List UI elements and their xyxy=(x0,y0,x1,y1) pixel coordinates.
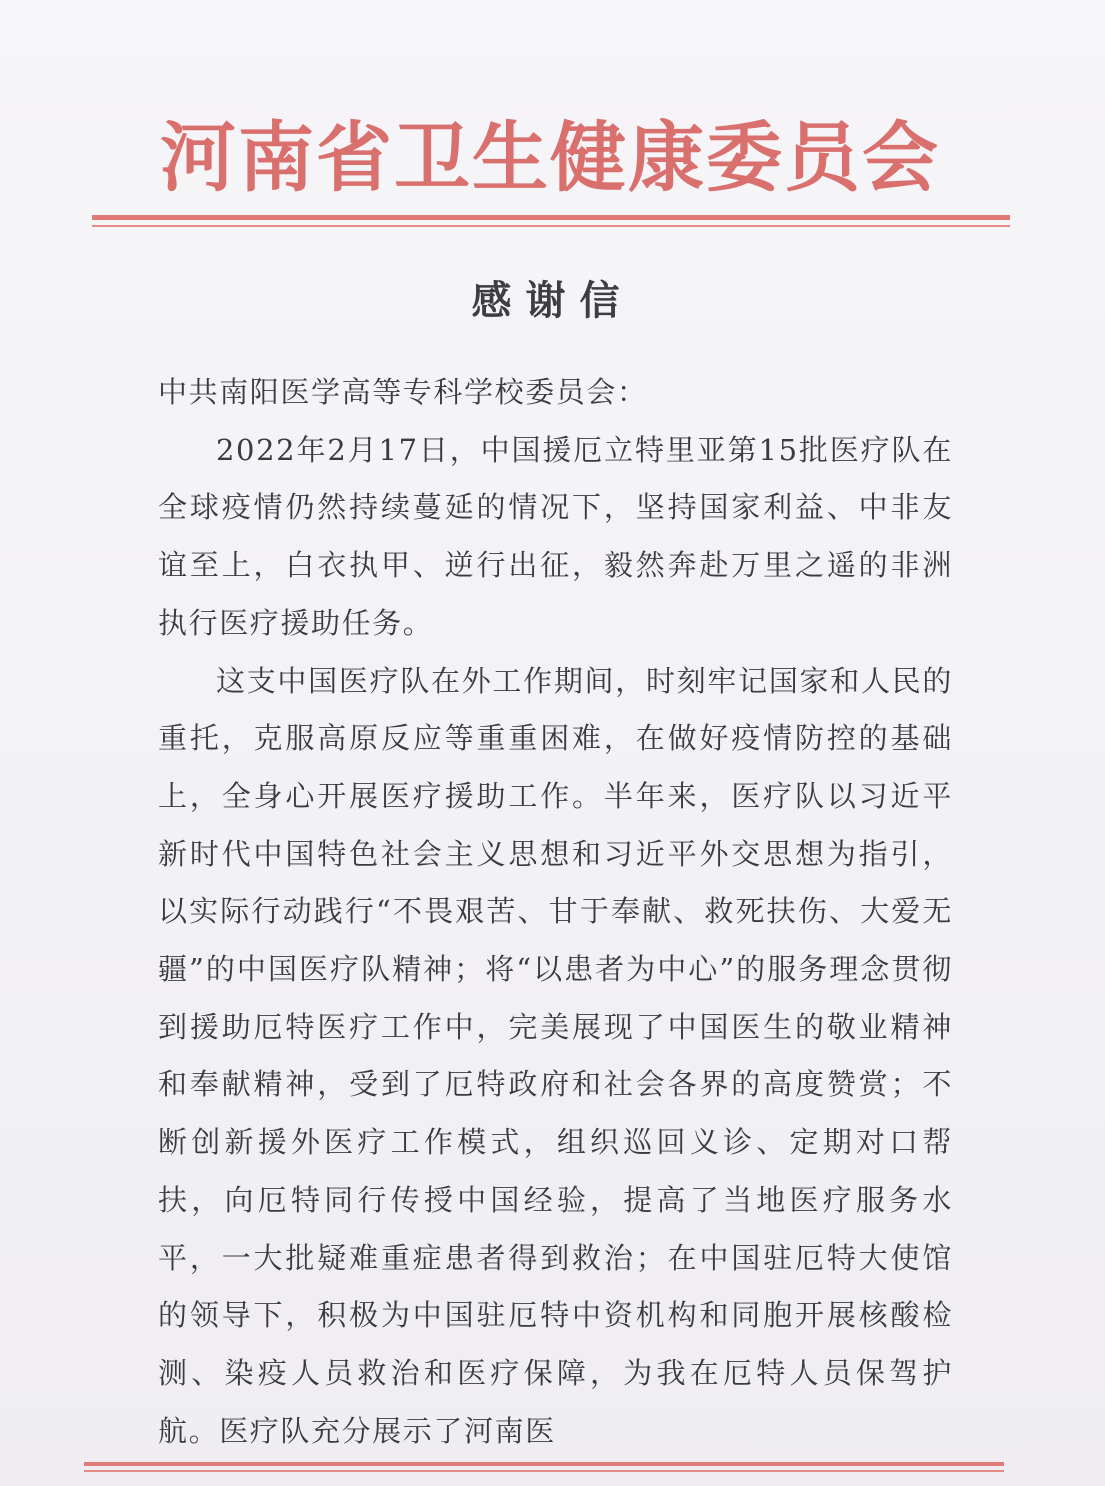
letterhead-rule-thick xyxy=(92,215,1010,220)
letter-body xyxy=(158,364,953,1460)
letterhead-rule-thin xyxy=(92,225,1010,227)
letterhead-title: 河南省卫生健康委员会 xyxy=(160,113,940,202)
footer-rule-thick xyxy=(84,1462,1004,1466)
salutation: 中共南阳医学高等专科学校委员会： xyxy=(158,375,648,409)
document-title: 感谢信 xyxy=(471,278,634,324)
footer-rule-thin xyxy=(84,1470,1004,1472)
paragraph-1: 2022年2月17日，中国援厄立特里亚第15批医疗队在全球疫情仍然持续蔓延的情况下，坚持国家利益、中非友谊至上，白衣执甲、逆行出征，毅然奔赴万里之遥的非洲执行医疗援助任务。 xyxy=(158,432,953,640)
paragraph-2: 这支中国医疗队在外工作期间，时刻牢记国家和人民的重托，克服高原反应等重重困难，在做好疫情防控的基础上，全身心开展医疗援助工作。半年来，医疗队以习近平新时代中国特色社会主义思想和习近平外交思想为指引，以实际行动践行“不畏艰苦、甘于奉献、救死扶伤、大爱无疆”的中国医疗队精神；将“以患者为中心”的服务理念贯彻到援助厄特医疗工作中，完美展现了中国医生的敬业精神和奉献精神，受到了厄特政府和社会各界的高度赞赏；不断创新援外医疗工作模式，组织巡回义诊、定期对口帮扶，向厄特同行传授中国经验，提高了当地医疗服务水平，一大批疑难重症患者得到救治；在中国驻厄特大使馆的领导下，积极为中国驻厄特中资机构和同胞开展核酸检测、染疫人员救治和医疗保障，为我在厄特人员保驾护航。医疗队充分展示了河南医 xyxy=(158,663,953,1448)
